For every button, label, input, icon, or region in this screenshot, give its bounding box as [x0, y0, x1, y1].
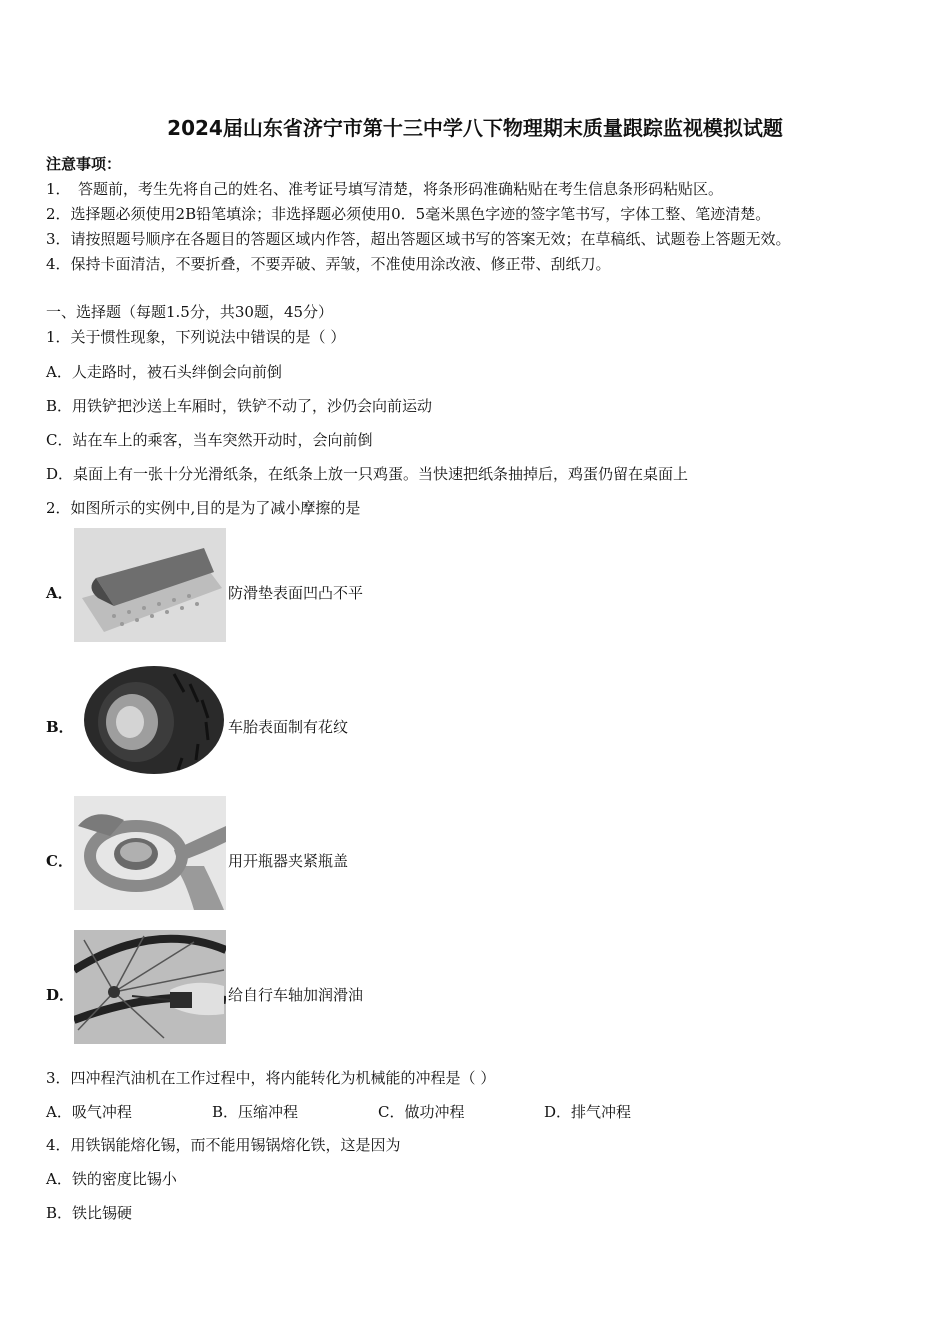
- q3-option-b: B．压缩冲程: [212, 1103, 299, 1121]
- q3-options: [46, 1101, 631, 1122]
- q2-option-caption: 车胎表面制有花纹: [228, 718, 349, 736]
- notice-item-1: 1． 答题前，考生先将自己的姓名、准考证号填写清楚，将条形码准确粘贴在考生信息条形码粘贴区。: [46, 180, 724, 198]
- q2-option-d: [46, 930, 546, 1046]
- q2-option-a: [46, 528, 546, 644]
- bicycle-oil-image: [74, 930, 226, 1044]
- q1-option-b: B．用铁铲把沙送上车厢时，铁铲不动了，沙仍会向前运动: [46, 397, 433, 415]
- q2-option-letter: D．: [46, 986, 75, 1004]
- tire-tread-image: [74, 662, 226, 776]
- q2-stem: 2．如图所示的实例中,目的是为了减小摩擦的是: [46, 499, 361, 517]
- q4-option-b: B．铁比锡硬: [46, 1204, 133, 1222]
- q2-option-c: [46, 796, 546, 912]
- anti-slip-mat-image: [74, 528, 226, 642]
- q1-option-c: C．站在车上的乘客，当车突然开动时，会向前倒: [46, 431, 373, 449]
- q1-option-a: A．人走路时，被石头绊倒会向前倒: [46, 363, 282, 381]
- exam-title: 2024届山东省济宁市第十三中学八下物理期末质量跟踪监视模拟试题: [167, 116, 783, 140]
- q3-stem: 3．四冲程汽油机在工作过程中，将内能转化为机械能的冲程是（ ）: [46, 1069, 496, 1087]
- q1-option-d: D．桌面上有一张十分光滑纸条，在纸条上放一只鸡蛋。当快速把纸条抽掉后，鸡蛋仍留在桌面上: [46, 465, 689, 483]
- q2-option-caption: 用开瓶器夹紧瓶盖: [228, 852, 349, 870]
- q1-stem: 1．关于惯性现象，下列说法中错误的是（ ）: [46, 328, 346, 346]
- q2-option-letter: A．: [46, 584, 73, 602]
- notice-item-4: 4．保持卡面清洁，不要折叠，不要弄破、弄皱，不准使用涂改液、修正带、刮纸刀。: [46, 255, 611, 273]
- q2-option-caption: 防滑垫表面凹凸不平: [228, 584, 364, 602]
- q2-option-letter: C．: [46, 852, 73, 870]
- q3-option-c: C．做功冲程: [378, 1103, 465, 1121]
- notice-heading: 注意事项：: [46, 155, 122, 173]
- q4-stem: 4．用铁锅能熔化锡，而不能用锡锅熔化铁，这是因为: [46, 1136, 401, 1154]
- notice-item-3: 3．请按照题号顺序在各题目的答题区域内作答，超出答题区域书写的答案无效；在草稿纸、试题卷上答题无效。: [46, 230, 791, 248]
- section-heading: 一、选择题（每题1.5分，共30题，45分）: [46, 303, 334, 321]
- bottle-opener-image: [74, 796, 226, 910]
- q4-option-a: A．铁的密度比锡小: [46, 1170, 177, 1188]
- q2-option-caption: 给自行车轴加润滑油: [228, 986, 364, 1004]
- q3-option-a: A．吸气冲程: [46, 1103, 132, 1121]
- q2-option-b: [46, 662, 546, 778]
- q2-option-letter: B．: [46, 718, 74, 736]
- q3-option-d: D．排气冲程: [544, 1103, 632, 1121]
- notice-item-2: 2．选择题必须使用2B铅笔填涂；非选择题必须使用0．5毫米黑色字迹的签字笔书写，字体工整、笔迹清楚。: [46, 205, 771, 223]
